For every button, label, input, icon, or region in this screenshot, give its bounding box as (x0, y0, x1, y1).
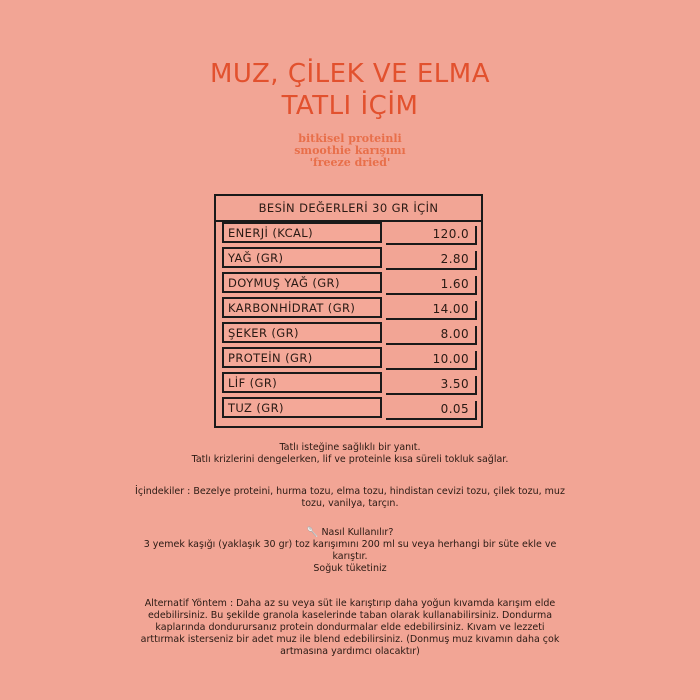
ingredients-text (95, 486, 605, 510)
usage-title: 🥄 Nasıl Kullanılır? (306, 527, 394, 538)
nutrition-label: TUZ (GR) (222, 397, 382, 418)
alt-line-1: Alternatif Yöntem : Daha az su veya süt ile karıştırıp daha yoğun kıvamda karışım elde (144, 598, 556, 609)
nutrition-value: 14.00 (386, 301, 477, 320)
product-title (0, 58, 700, 122)
alternative-method-text (95, 598, 605, 658)
nutrition-row-sugar (216, 322, 481, 346)
product-title-line-1: MUZ, ÇİLEK VE ELMA (209, 59, 490, 89)
alt-line-5: artmasına yardımcı olacaktır) (280, 646, 420, 657)
ingredients-line-2: tozu, vanilya, tarçın. (301, 498, 399, 509)
usage-line-2: karıştır. (332, 551, 368, 562)
nutrition-row-salt (216, 397, 481, 421)
alt-line-4: arttırmak isterseniz bir adet muz ile blend edebilirsiniz. (Donmuş muz kıvamın daha çok (140, 634, 560, 645)
nutrition-label: DOYMUŞ YAĞ (GR) (222, 272, 382, 293)
nutrition-label: PROTEİN (GR) (222, 347, 382, 368)
nutrition-value: 0.05 (386, 401, 477, 420)
usage-line-1: 3 yemek kaşığı (yaklaşık 30 gr) toz karışımını 200 ml su veya herhangi bir süte ekle ve (143, 539, 557, 550)
nutrition-label: LİF (GR) (222, 372, 382, 393)
product-title-line-2: TATLI İÇİM (281, 91, 419, 121)
nutrition-row-carbohydrate (216, 297, 481, 321)
nutrition-value: 120.0 (386, 226, 477, 245)
ingredients-line-1: İçindekiler : Bezelye proteini, hurma tozu, elma tozu, hindistan cevizi tozu, çilek tozu, muz (135, 486, 565, 497)
usage-text (95, 527, 605, 575)
nutrition-value: 2.80 (386, 251, 477, 270)
nutrition-value: 3.50 (386, 376, 477, 395)
alt-line-3: kaplarında dondurursanız protein dondurmalar elde edebilirsiniz. Kıvam ve lezzeti (155, 622, 545, 633)
usage-line-3: Soğuk tüketiniz (313, 563, 387, 574)
intro-line-1: Tatlı isteğine sağlıklı bir yanıt. (279, 442, 421, 453)
alt-line-2: edebilirsiniz. Bu şekilde granola kaselerinde taban olarak kullanabilirsiniz. Dondurma (147, 610, 553, 621)
nutrition-value: 8.00 (386, 326, 477, 345)
nutrition-label: ENERJİ (KCAL) (222, 222, 382, 243)
nutrition-row-protein (216, 347, 481, 371)
nutrition-row-energy (216, 222, 481, 246)
intro-text (95, 442, 605, 466)
nutrition-label: ŞEKER (GR) (222, 322, 382, 343)
nutrition-label: KARBONHİDRAT (GR) (222, 297, 382, 318)
product-subtitle (0, 133, 700, 169)
intro-line-2: Tatlı krizlerini dengelerken, lif ve proteinle kısa süreli tokluk sağlar. (191, 454, 509, 465)
nutrition-row-fat (216, 247, 481, 271)
nutrition-value: 1.60 (386, 276, 477, 295)
nutrition-value: 10.00 (386, 351, 477, 370)
subtitle-line-1: bitkisel proteinli (298, 132, 402, 145)
nutrition-row-fiber (216, 372, 481, 396)
nutrition-label: YAĞ (GR) (222, 247, 382, 268)
nutrition-table-header: BESİN DEĞERLERİ 30 GR İÇİN (216, 196, 481, 222)
subtitle-line-2: smoothie karışımı (294, 144, 406, 157)
nutrition-row-saturated-fat (216, 272, 481, 296)
subtitle-line-3: 'freeze dried' (309, 156, 391, 169)
nutrition-table (214, 194, 483, 428)
